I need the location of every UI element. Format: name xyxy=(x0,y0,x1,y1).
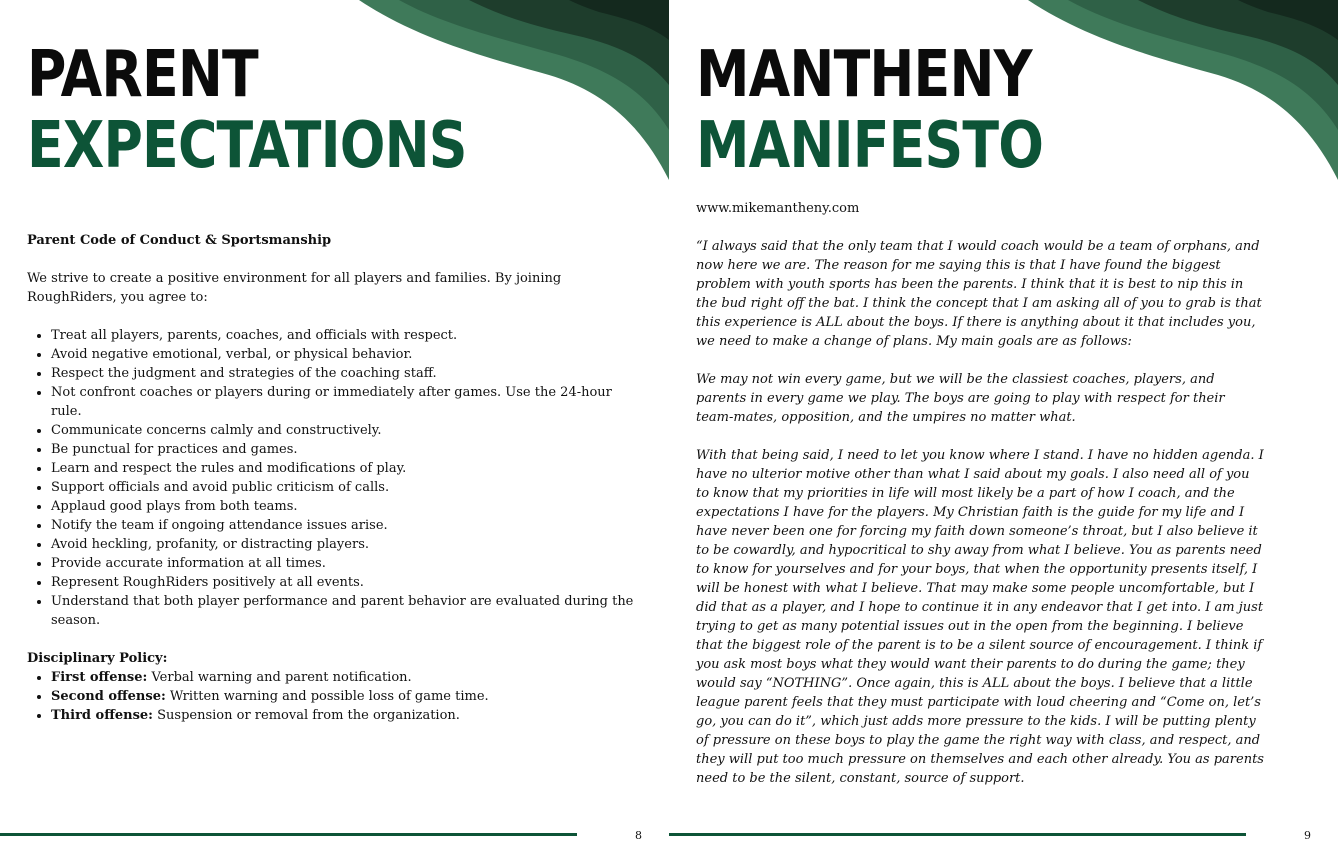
list-item: • Treat all players, parents, coaches, and officials with respect. xyxy=(51,326,642,345)
list-item: • Not confront coaches or players during or immediately after games. Use the 24-hour rule. xyxy=(51,383,642,421)
left-content xyxy=(27,231,642,725)
list-item: • Notify the team if ongoing attendance issues arise. xyxy=(51,516,642,535)
page-number: 9 xyxy=(1304,829,1311,842)
list-item: • Avoid negative emotional, verbal, or physical behavior. xyxy=(51,345,642,364)
quote-paragraph: “I always said that the only team that I would coach would be a team of orphans, and now here we are. The reason for me saying this is that I have found the biggest problem with youth sports has been the parents. I think that it is best to nip this in the bud right off the bat. I think the concept that I am asking all of you to grab is that this experience is ALL about the boys. If there is anything about it that includes you, we need to make a change of plans. My main goals are as follows: xyxy=(696,239,1262,349)
list-item: • Be punctual for practices and games. xyxy=(51,440,642,459)
title-line-1: PARENT xyxy=(27,38,258,112)
footer-rule xyxy=(0,833,577,836)
disciplinary-list xyxy=(27,668,642,725)
list-item: • Respect the judgment and strategies of the coaching staff. xyxy=(51,364,642,383)
page-title xyxy=(27,40,467,182)
offense-label: Second offense: xyxy=(51,689,166,704)
section-heading: Parent Code of Conduct & Sportsmanship xyxy=(27,233,332,248)
disciplinary-heading: Disciplinary Policy: xyxy=(27,651,168,666)
list-item: • Communicate concerns calmly and constructively. xyxy=(51,421,642,440)
list-item: • Avoid heckling, profanity, or distracting players. xyxy=(51,535,642,554)
website-url: www.mikemantheny.com xyxy=(696,201,860,216)
title-line-2: MANIFESTO xyxy=(696,109,1044,183)
list-item: • Applaud good plays from both teams. xyxy=(51,497,642,516)
footer-rule xyxy=(669,833,1246,836)
disciplinary-item xyxy=(51,687,642,706)
title-line-2: EXPECTATIONS xyxy=(27,109,467,183)
decorative-wave-graphic xyxy=(1028,0,1338,190)
offense-text: Verbal warning and parent notification. xyxy=(147,670,412,685)
intro-paragraph: We strive to create a positive environment for all players and families. By joining RoughRiders, you agree to: xyxy=(27,271,562,305)
list-item: • Learn and respect the rules and modifications of play. xyxy=(51,459,642,478)
list-item: • Provide accurate information at all times. xyxy=(51,554,642,573)
page-right xyxy=(669,0,1338,863)
disciplinary-item xyxy=(51,706,642,725)
page-number: 8 xyxy=(635,829,642,842)
list-item: • Represent RoughRiders positively at all events. xyxy=(51,573,642,592)
conduct-list xyxy=(27,326,642,630)
title-line-1: MANTHENY xyxy=(696,38,1032,112)
page-title xyxy=(696,40,1043,182)
list-item: • Understand that both player performance and parent behavior are evaluated during the season. xyxy=(51,592,642,630)
disciplinary-item xyxy=(51,668,642,687)
quote-paragraph: With that being said, I need to let you know where I stand. I have no hidden agenda. I have no ulterior motive other than what I said about my goals. I also need all of you to know that my priorities in life will most likely be a part of how I coach, and the expectations I have for the players. My Christian faith is the guide for my life and I have never been one for forcing my faith down someone’s throat, but I also believe it to be cowardly, and hypocritical to shy away from what I believe. You as parents need to know for yourselves and for your boys, that when the opportunity presents itself, I will be honest with what I believe. That may make some people uncomfortable, but I did that as a player, and I hope to continue it in any endeavor that I get into. I am just trying to get as many potential issues out in the open from the beginning. I believe that the biggest role of the parent is to be a silent source of encouragement. I think if you ask most boys what they would want their parents to do during the game; they would say “NOTHING”. Once again, this is ALL about the boys. I believe that a little league parent feels that they must participate with loud cheering and “Come on, let’s go, you can do it”, which just adds more pressure to the kids. I will be putting plenty of pressure on these boys to play the game the right way with class, and respect, and they will put too much pressure on themselves and each other already. You as parents need to be the silent, constant, source of support. xyxy=(696,448,1264,786)
list-item: • Support officials and avoid public criticism of calls. xyxy=(51,478,642,497)
offense-label: Third offense: xyxy=(51,708,153,723)
right-content xyxy=(696,199,1266,788)
offense-text: Suspension or removal from the organization. xyxy=(152,708,460,723)
offense-text: Written warning and possible loss of game time. xyxy=(165,689,489,704)
quote-paragraph: We may not win every game, but we will be the classiest coaches, players, and parents in every game we play. The boys are going to play with respect for their team-mates, opposition, and the umpires no matter what. xyxy=(696,372,1225,425)
offense-label: First offense: xyxy=(51,670,148,685)
